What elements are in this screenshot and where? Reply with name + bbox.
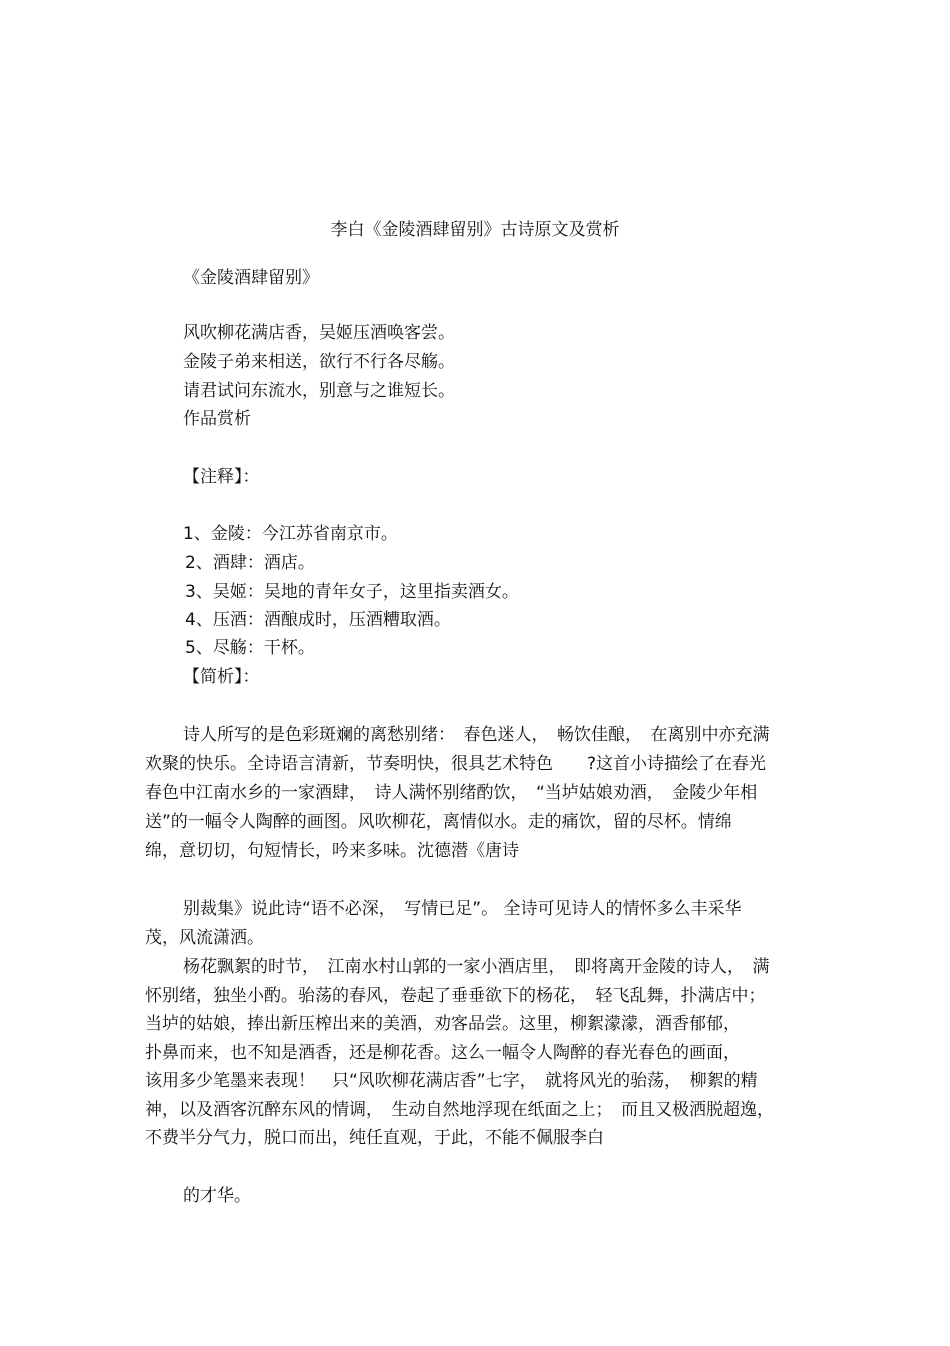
paragraph-line: 当垆的姑娘，捧出新压榨出来的美酒，劝客品尝。这里，柳絮濛濛，酒香郁郁， [145,1014,740,1034]
paragraph-line: 不费半分气力，脱口而出，纯任直观，于此，不能不佩服李白 [145,1128,604,1148]
paragraph-line: 绵，意切切，句短情长，吟来多味。沈德潜《唐诗 [145,841,519,861]
poem-line: 风吹柳花满店香，吴姬压酒唤客尝。 [183,323,455,343]
poem-line: 金陵子弟来相送，欲行不行各尽觞。 [183,352,455,372]
paragraph-line: 扑鼻而来，也不知是酒香，还是柳花香。这么一幅令人陶醉的春光春色的画面， [145,1043,740,1063]
note-item: 4、压酒：酒酿成时，压酒糟取酒。 [185,610,451,630]
paragraph-line: 送”的一幅令人陶醉的画图。风吹柳花，离情似水。走的痛饮，留的尽杯。情绵 [145,812,732,832]
document-title: 李白《金陵酒肆留别》古诗原文及赏析 [330,220,620,240]
paragraph-line: 该用多少笔墨来表现！ 只“风吹柳花满店香”七字， 就将风光的骀荡， 柳絮的精 [145,1071,758,1091]
paragraph-line: 诗人所写的是色彩斑斓的离愁别绪： 春色迷人， 畅饮佳酿， 在离别中亦充满 [183,725,770,745]
note-item: 1、金陵：今江苏省南京市。 [183,524,398,544]
poem-line: 请君试问东流水，别意与之谁短长。 [183,381,455,401]
paragraph-line: 茂，风流潇洒。 [145,928,264,948]
analysis-heading: 【简析】： [183,667,260,687]
poem-title: 《金陵酒肆留别》 [183,268,319,288]
appreciation-heading: 作品赏析 [183,409,251,429]
paragraph-line: 别裁集》说此诗“语不必深， 写情已足”。 全诗可见诗人的情怀多么丰采华 [183,899,742,919]
paragraph-line: 春色中江南水乡的一家酒肆， 诗人满怀别绪酌饮， “当垆姑娘劝酒， 金陵少年相 [145,783,758,803]
notes-heading: 【注释】： [183,467,260,487]
paragraph-line: 杨花飘絮的时节， 江南水村山郭的一家小酒店里， 即将离开金陵的诗人， 满 [183,957,770,977]
note-item: 2、酒肆：酒店。 [185,553,315,573]
note-item: 5、尽觞：干杯。 [185,638,315,658]
paragraph-line: 神，以及酒客沉醉东风的情调， 生动自然地浮现在纸面之上； 而且又极洒脱超逸， [145,1100,774,1120]
closing-line: 的才华。 [183,1186,251,1206]
paragraph-line: 怀别绪，独坐小酌。骀荡的春风，卷起了垂垂欲下的杨花， 轻飞乱舞，扑满店中； [145,986,766,1006]
note-item: 3、吴姬：吴地的青年女子，这里指卖酒女。 [185,582,519,602]
paragraph-line: 欢聚的快乐。全诗语言清新，节奏明快，很具艺术特色 ?这首小诗描绘了在春光 [145,754,767,774]
